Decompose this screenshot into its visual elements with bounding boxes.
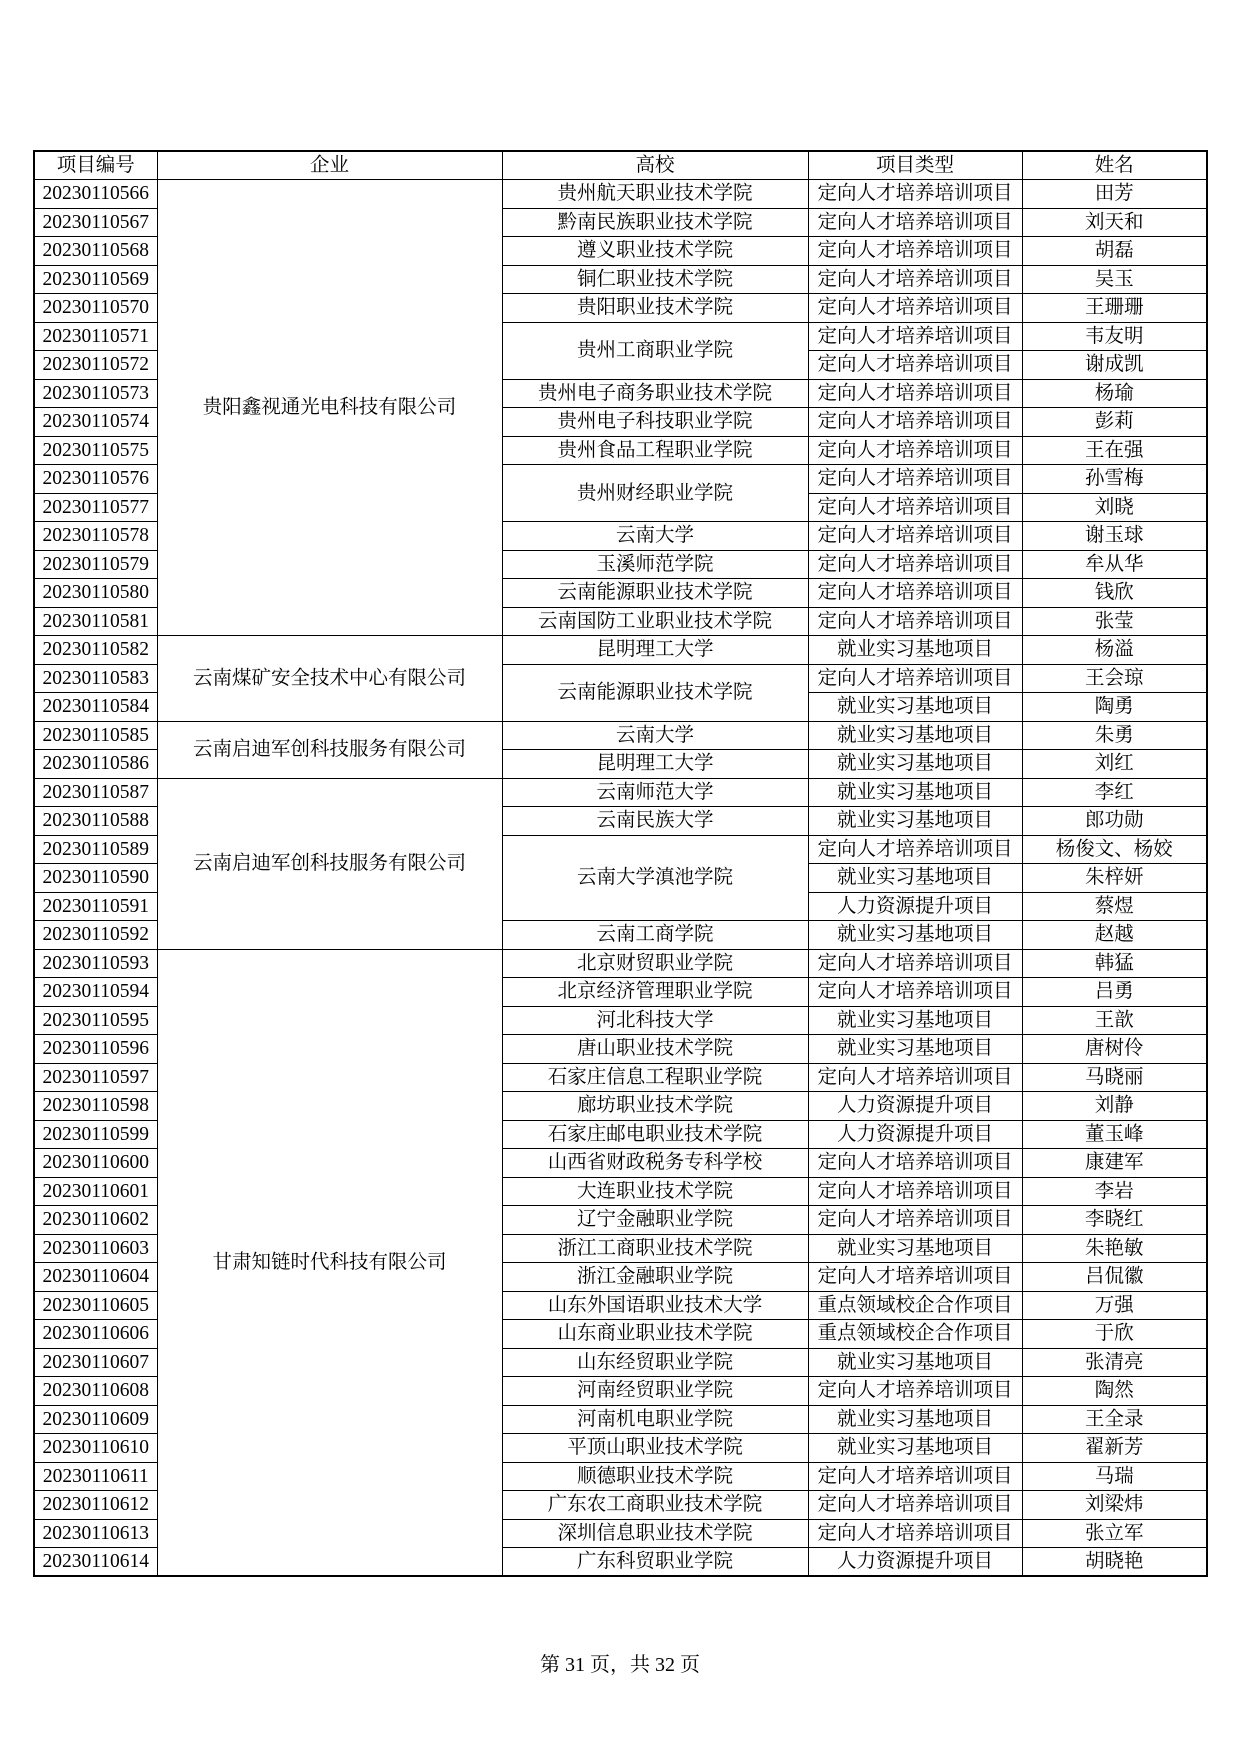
cell-project-type: 定向人才培养培训项目 bbox=[808, 237, 1022, 266]
cell-project-type: 定向人才培养培训项目 bbox=[808, 1462, 1022, 1491]
cell-project-id: 20230110578 bbox=[34, 522, 157, 551]
cell-project-type: 定向人才培养培训项目 bbox=[808, 1491, 1022, 1520]
cell-project-id: 20230110599 bbox=[34, 1120, 157, 1149]
cell-project-type: 人力资源提升项目 bbox=[808, 1548, 1022, 1577]
cell-project-id: 20230110572 bbox=[34, 351, 157, 380]
cell-name: 张莹 bbox=[1022, 607, 1207, 636]
cell-school: 石家庄邮电职业技术学院 bbox=[502, 1120, 808, 1149]
cell-school: 云南大学 bbox=[502, 721, 808, 750]
cell-project-id: 20230110614 bbox=[34, 1548, 157, 1577]
cell-project-id: 20230110603 bbox=[34, 1234, 157, 1263]
cell-project-id: 20230110607 bbox=[34, 1348, 157, 1377]
cell-project-id: 20230110610 bbox=[34, 1434, 157, 1463]
cell-project-id: 20230110588 bbox=[34, 807, 157, 836]
cell-company: 甘肃知链时代科技有限公司 bbox=[157, 949, 502, 1576]
cell-name: 刘晓 bbox=[1022, 493, 1207, 522]
cell-name: 康建军 bbox=[1022, 1149, 1207, 1178]
cell-project-type: 定向人才培养培训项目 bbox=[808, 1206, 1022, 1235]
header-name: 姓名 bbox=[1022, 151, 1207, 180]
cell-project-type: 定向人才培养培训项目 bbox=[808, 607, 1022, 636]
cell-project-type: 定向人才培养培训项目 bbox=[808, 294, 1022, 323]
cell-name: 李红 bbox=[1022, 778, 1207, 807]
cell-school: 大连职业技术学院 bbox=[502, 1177, 808, 1206]
cell-school: 山东商业职业技术学院 bbox=[502, 1320, 808, 1349]
cell-project-id: 20230110571 bbox=[34, 322, 157, 351]
cell-name: 于欣 bbox=[1022, 1320, 1207, 1349]
cell-project-type: 就业实习基地项目 bbox=[808, 1348, 1022, 1377]
cell-project-type: 就业实习基地项目 bbox=[808, 721, 1022, 750]
cell-name: 牟从华 bbox=[1022, 550, 1207, 579]
cell-name: 杨溢 bbox=[1022, 636, 1207, 665]
cell-school: 山西省财政税务专科学校 bbox=[502, 1149, 808, 1178]
cell-school: 北京经济管理职业学院 bbox=[502, 978, 808, 1007]
table-row bbox=[34, 778, 1207, 807]
cell-school: 云南国防工业职业技术学院 bbox=[502, 607, 808, 636]
cell-name: 田芳 bbox=[1022, 180, 1207, 209]
table-row bbox=[34, 721, 1207, 750]
cell-project-type: 定向人才培养培训项目 bbox=[808, 180, 1022, 209]
cell-name: 万强 bbox=[1022, 1291, 1207, 1320]
cell-school: 昆明理工大学 bbox=[502, 750, 808, 779]
cell-school: 玉溪师范学院 bbox=[502, 550, 808, 579]
cell-project-type: 定向人才培养培训项目 bbox=[808, 1149, 1022, 1178]
cell-school: 贵州工商职业学院 bbox=[502, 322, 808, 379]
cell-name: 蔡煜 bbox=[1022, 892, 1207, 921]
cell-school: 云南大学滇池学院 bbox=[502, 835, 808, 921]
cell-name: 李晓红 bbox=[1022, 1206, 1207, 1235]
cell-project-id: 20230110580 bbox=[34, 579, 157, 608]
cell-project-type: 定向人才培养培训项目 bbox=[808, 208, 1022, 237]
cell-project-id: 20230110604 bbox=[34, 1263, 157, 1292]
cell-project-type: 定向人才培养培训项目 bbox=[808, 978, 1022, 1007]
header-project-type: 项目类型 bbox=[808, 151, 1022, 180]
cell-school: 云南大学 bbox=[502, 522, 808, 551]
cell-project-type: 就业实习基地项目 bbox=[808, 778, 1022, 807]
cell-name: 刘红 bbox=[1022, 750, 1207, 779]
cell-project-id: 20230110566 bbox=[34, 180, 157, 209]
cell-project-type: 就业实习基地项目 bbox=[808, 1035, 1022, 1064]
cell-project-type: 重点领域校企合作项目 bbox=[808, 1320, 1022, 1349]
table-row bbox=[34, 636, 1207, 665]
cell-name: 朱梓妍 bbox=[1022, 864, 1207, 893]
cell-school: 广东科贸职业学院 bbox=[502, 1548, 808, 1577]
cell-school: 平顶山职业技术学院 bbox=[502, 1434, 808, 1463]
cell-project-id: 20230110611 bbox=[34, 1462, 157, 1491]
cell-name: 韩猛 bbox=[1022, 949, 1207, 978]
cell-project-type: 定向人才培养培训项目 bbox=[808, 351, 1022, 380]
cell-name: 谢成凯 bbox=[1022, 351, 1207, 380]
cell-company: 云南启迪军创科技服务有限公司 bbox=[157, 721, 502, 778]
cell-project-id: 20230110594 bbox=[34, 978, 157, 1007]
cell-project-id: 20230110595 bbox=[34, 1006, 157, 1035]
cell-project-type: 人力资源提升项目 bbox=[808, 1092, 1022, 1121]
cell-project-type: 定向人才培养培训项目 bbox=[808, 379, 1022, 408]
cell-school: 云南民族大学 bbox=[502, 807, 808, 836]
cell-project-id: 20230110568 bbox=[34, 237, 157, 266]
cell-project-id: 20230110592 bbox=[34, 921, 157, 950]
cell-project-id: 20230110586 bbox=[34, 750, 157, 779]
cell-school: 云南能源职业技术学院 bbox=[502, 664, 808, 721]
cell-project-type: 定向人才培养培训项目 bbox=[808, 265, 1022, 294]
cell-project-id: 20230110600 bbox=[34, 1149, 157, 1178]
cell-project-id: 20230110574 bbox=[34, 408, 157, 437]
cell-name: 刘梁炜 bbox=[1022, 1491, 1207, 1520]
cell-name: 朱艳敏 bbox=[1022, 1234, 1207, 1263]
header-school: 高校 bbox=[502, 151, 808, 180]
cell-project-type: 人力资源提升项目 bbox=[808, 892, 1022, 921]
cell-project-id: 20230110597 bbox=[34, 1063, 157, 1092]
cell-school: 深圳信息职业技术学院 bbox=[502, 1519, 808, 1548]
cell-name: 李岩 bbox=[1022, 1177, 1207, 1206]
cell-project-type: 定向人才培养培训项目 bbox=[808, 550, 1022, 579]
cell-project-type: 重点领域校企合作项目 bbox=[808, 1291, 1022, 1320]
cell-project-id: 20230110581 bbox=[34, 607, 157, 636]
cell-project-id: 20230110601 bbox=[34, 1177, 157, 1206]
cell-project-id: 20230110573 bbox=[34, 379, 157, 408]
cell-project-id: 20230110613 bbox=[34, 1519, 157, 1548]
cell-project-id: 20230110576 bbox=[34, 465, 157, 494]
cell-project-id: 20230110569 bbox=[34, 265, 157, 294]
cell-project-type: 就业实习基地项目 bbox=[808, 636, 1022, 665]
cell-project-type: 就业实习基地项目 bbox=[808, 807, 1022, 836]
cell-project-type: 就业实习基地项目 bbox=[808, 693, 1022, 722]
cell-school: 辽宁金融职业学院 bbox=[502, 1206, 808, 1235]
cell-project-type: 定向人才培养培训项目 bbox=[808, 1063, 1022, 1092]
cell-name: 吕勇 bbox=[1022, 978, 1207, 1007]
cell-project-id: 20230110589 bbox=[34, 835, 157, 864]
cell-project-id: 20230110590 bbox=[34, 864, 157, 893]
cell-project-id: 20230110596 bbox=[34, 1035, 157, 1064]
cell-name: 杨瑜 bbox=[1022, 379, 1207, 408]
cell-school: 顺德职业技术学院 bbox=[502, 1462, 808, 1491]
cell-project-type: 定向人才培养培训项目 bbox=[808, 835, 1022, 864]
cell-name: 朱勇 bbox=[1022, 721, 1207, 750]
cell-name: 唐树伶 bbox=[1022, 1035, 1207, 1064]
cell-project-type: 定向人才培养培训项目 bbox=[808, 408, 1022, 437]
cell-company: 贵阳鑫视通光电科技有限公司 bbox=[157, 180, 502, 636]
cell-project-id: 20230110606 bbox=[34, 1320, 157, 1349]
cell-school: 遵义职业技术学院 bbox=[502, 237, 808, 266]
cell-project-id: 20230110579 bbox=[34, 550, 157, 579]
cell-project-id: 20230110567 bbox=[34, 208, 157, 237]
cell-name: 胡晓艳 bbox=[1022, 1548, 1207, 1577]
cell-project-type: 定向人才培养培训项目 bbox=[808, 949, 1022, 978]
cell-school: 河南经贸职业学院 bbox=[502, 1377, 808, 1406]
cell-name: 谢玉球 bbox=[1022, 522, 1207, 551]
cell-name: 马晓丽 bbox=[1022, 1063, 1207, 1092]
cell-name: 董玉峰 bbox=[1022, 1120, 1207, 1149]
cell-school: 贵州电子商务职业技术学院 bbox=[502, 379, 808, 408]
cell-project-type: 定向人才培养培训项目 bbox=[808, 493, 1022, 522]
cell-name: 吕侃徽 bbox=[1022, 1263, 1207, 1292]
cell-project-id: 20230110598 bbox=[34, 1092, 157, 1121]
cell-name: 吴玉 bbox=[1022, 265, 1207, 294]
cell-name: 钱欣 bbox=[1022, 579, 1207, 608]
cell-project-type: 定向人才培养培训项目 bbox=[808, 522, 1022, 551]
cell-project-type: 定向人才培养培训项目 bbox=[808, 1177, 1022, 1206]
cell-project-type: 就业实习基地项目 bbox=[808, 1434, 1022, 1463]
cell-project-id: 20230110593 bbox=[34, 949, 157, 978]
cell-project-id: 20230110570 bbox=[34, 294, 157, 323]
cell-school: 北京财贸职业学院 bbox=[502, 949, 808, 978]
cell-project-type: 就业实习基地项目 bbox=[808, 1234, 1022, 1263]
table-row bbox=[34, 180, 1207, 209]
cell-name: 马瑞 bbox=[1022, 1462, 1207, 1491]
cell-project-type: 定向人才培养培训项目 bbox=[808, 436, 1022, 465]
cell-project-type: 定向人才培养培训项目 bbox=[808, 579, 1022, 608]
cell-project-type: 定向人才培养培训项目 bbox=[808, 664, 1022, 693]
cell-name: 郎功勋 bbox=[1022, 807, 1207, 836]
cell-school: 浙江金融职业学院 bbox=[502, 1263, 808, 1292]
cell-school: 广东农工商职业技术学院 bbox=[502, 1491, 808, 1520]
cell-name: 翟新芳 bbox=[1022, 1434, 1207, 1463]
cell-school: 贵州航天职业技术学院 bbox=[502, 180, 808, 209]
cell-school: 贵州电子科技职业学院 bbox=[502, 408, 808, 437]
cell-school: 云南师范大学 bbox=[502, 778, 808, 807]
cell-school: 唐山职业技术学院 bbox=[502, 1035, 808, 1064]
cell-project-type: 定向人才培养培训项目 bbox=[808, 1263, 1022, 1292]
cell-school: 山东经贸职业学院 bbox=[502, 1348, 808, 1377]
cell-project-type: 就业实习基地项目 bbox=[808, 1405, 1022, 1434]
cell-project-type: 就业实习基地项目 bbox=[808, 750, 1022, 779]
cell-school: 昆明理工大学 bbox=[502, 636, 808, 665]
cell-company: 云南启迪军创科技服务有限公司 bbox=[157, 778, 502, 949]
cell-school: 黔南民族职业技术学院 bbox=[502, 208, 808, 237]
cell-project-id: 20230110605 bbox=[34, 1291, 157, 1320]
cell-school: 云南工商学院 bbox=[502, 921, 808, 950]
cell-project-id: 20230110582 bbox=[34, 636, 157, 665]
table-row bbox=[34, 949, 1207, 978]
cell-name: 陶然 bbox=[1022, 1377, 1207, 1406]
cell-name: 王会琼 bbox=[1022, 664, 1207, 693]
cell-name: 陶勇 bbox=[1022, 693, 1207, 722]
cell-name: 胡磊 bbox=[1022, 237, 1207, 266]
header-company: 企业 bbox=[157, 151, 502, 180]
cell-project-id: 20230110585 bbox=[34, 721, 157, 750]
cell-school: 石家庄信息工程职业学院 bbox=[502, 1063, 808, 1092]
table-header-row bbox=[34, 151, 1207, 180]
cell-name: 赵越 bbox=[1022, 921, 1207, 950]
cell-project-type: 就业实习基地项目 bbox=[808, 864, 1022, 893]
cell-project-id: 20230110577 bbox=[34, 493, 157, 522]
cell-project-type: 人力资源提升项目 bbox=[808, 1120, 1022, 1149]
cell-project-id: 20230110602 bbox=[34, 1206, 157, 1235]
cell-project-id: 20230110612 bbox=[34, 1491, 157, 1520]
cell-company: 云南煤矿安全技术中心有限公司 bbox=[157, 636, 502, 722]
cell-name: 王全录 bbox=[1022, 1405, 1207, 1434]
cell-school: 贵州食品工程职业学院 bbox=[502, 436, 808, 465]
cell-project-type: 定向人才培养培训项目 bbox=[808, 465, 1022, 494]
cell-school: 云南能源职业技术学院 bbox=[502, 579, 808, 608]
cell-name: 王歆 bbox=[1022, 1006, 1207, 1035]
cell-project-id: 20230110587 bbox=[34, 778, 157, 807]
cell-name: 韦友明 bbox=[1022, 322, 1207, 351]
cell-school: 铜仁职业技术学院 bbox=[502, 265, 808, 294]
cell-name: 杨俊文、杨姣 bbox=[1022, 835, 1207, 864]
cell-school: 河南机电职业学院 bbox=[502, 1405, 808, 1434]
cell-project-type: 定向人才培养培训项目 bbox=[808, 322, 1022, 351]
cell-project-type: 就业实习基地项目 bbox=[808, 1006, 1022, 1035]
header-project-id: 项目编号 bbox=[34, 151, 157, 180]
page-footer: 第 31 页，共 32 页 bbox=[540, 1654, 700, 1676]
cell-name: 刘天和 bbox=[1022, 208, 1207, 237]
cell-school: 山东外国语职业技术大学 bbox=[502, 1291, 808, 1320]
cell-project-id: 20230110583 bbox=[34, 664, 157, 693]
cell-name: 张立军 bbox=[1022, 1519, 1207, 1548]
cell-name: 孙雪梅 bbox=[1022, 465, 1207, 494]
cell-project-id: 20230110591 bbox=[34, 892, 157, 921]
cell-project-id: 20230110584 bbox=[34, 693, 157, 722]
cell-project-id: 20230110575 bbox=[34, 436, 157, 465]
cell-school: 河北科技大学 bbox=[502, 1006, 808, 1035]
cell-project-type: 就业实习基地项目 bbox=[808, 921, 1022, 950]
project-table bbox=[33, 150, 1208, 1577]
cell-project-type: 定向人才培养培训项目 bbox=[808, 1377, 1022, 1406]
cell-school: 浙江工商职业技术学院 bbox=[502, 1234, 808, 1263]
cell-name: 王在强 bbox=[1022, 436, 1207, 465]
cell-project-type: 定向人才培养培训项目 bbox=[808, 1519, 1022, 1548]
cell-name: 彭莉 bbox=[1022, 408, 1207, 437]
cell-name: 刘静 bbox=[1022, 1092, 1207, 1121]
cell-project-id: 20230110608 bbox=[34, 1377, 157, 1406]
cell-project-id: 20230110609 bbox=[34, 1405, 157, 1434]
cell-name: 张清亮 bbox=[1022, 1348, 1207, 1377]
cell-school: 贵阳职业技术学院 bbox=[502, 294, 808, 323]
cell-school: 廊坊职业技术学院 bbox=[502, 1092, 808, 1121]
cell-name: 王珊珊 bbox=[1022, 294, 1207, 323]
table-body bbox=[34, 180, 1207, 1577]
cell-school: 贵州财经职业学院 bbox=[502, 465, 808, 522]
